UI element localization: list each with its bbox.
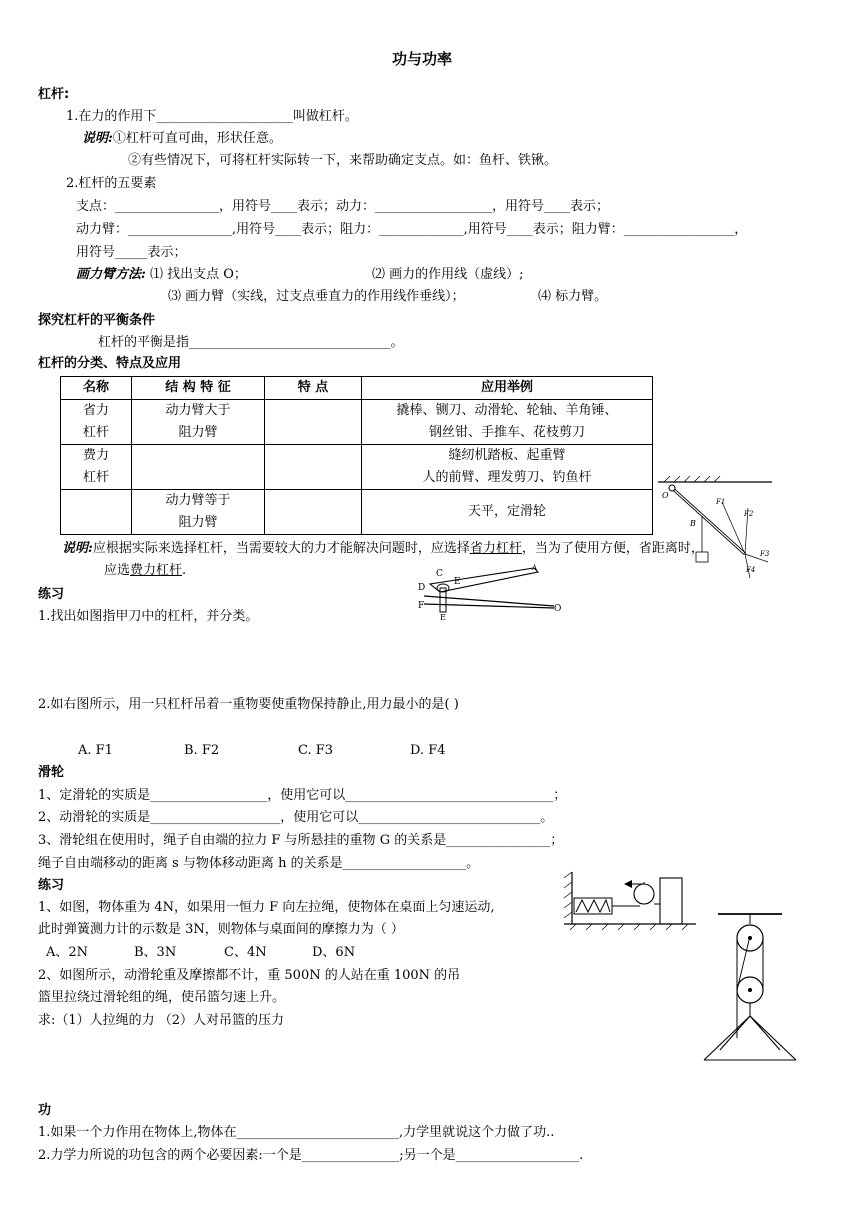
practice1-q2: 2.如右图所示，用一只杠杆吊着一重物要使重物保持静止,用力最小的是( ) [38, 697, 459, 712]
cell-feature [265, 490, 362, 535]
figure-label: O [662, 491, 669, 500]
table-row [61, 445, 653, 490]
draw-arm-label: 画力臂方法: [76, 267, 146, 282]
cell-text: 动力臂等于 [165, 493, 231, 508]
table-header: 应用举例 [362, 377, 653, 400]
balance-text: 杠杆的平衡是指_______________________________。 [98, 335, 404, 350]
practice2-option-d: D、6N [312, 945, 356, 960]
classify-note-label: 说明: [62, 541, 93, 556]
cell-text: 人的前臂、理发剪刀、钓鱼杆 [422, 470, 592, 485]
clip-label: O [554, 604, 562, 614]
lever-definition: 1.在力的作用下_____________________叫做杠杆。 [66, 109, 358, 124]
lever-force-figure [650, 474, 780, 584]
table-row [61, 490, 653, 535]
nail-clipper-figure [416, 562, 566, 622]
classify-note-e: 费力杠杆 [130, 563, 183, 578]
lever-heading: 杠杆: [38, 87, 70, 102]
practice2-option-b: B、3N [134, 945, 177, 960]
clip-label: A [532, 564, 538, 572]
clip-label: C [436, 569, 443, 579]
lever-table [60, 376, 653, 535]
clip-label: D [418, 583, 426, 593]
note-1: ①杠杆可直可曲，形状任意。 [112, 131, 282, 146]
pulley-basket-figure [700, 906, 800, 1064]
pulley-line-2: 2、动滑轮的实质是____________________，使用它可以____________________________。 [38, 810, 554, 825]
balance-heading: 探究杠杆的平衡条件 [38, 313, 156, 328]
figure-label: F3 [760, 550, 770, 558]
option-c: C. F3 [298, 743, 334, 758]
cell-text: 杠杆 [82, 425, 109, 440]
cell-text: 动力臂大于 [165, 403, 231, 418]
option-d: D. F4 [410, 743, 446, 758]
table-header: 特 点 [265, 377, 362, 400]
cell-text: 缝纫机踏板、起重臂 [448, 448, 566, 463]
cell-text: 阻力臂 [178, 515, 218, 530]
figure-label: F4 [746, 566, 756, 574]
practice2-q1a: 1、如图，物体重为 4N，如果用一恒力 F 向左拉绳，使物体在桌面上匀速运动, [38, 900, 495, 915]
practice2-q1b: 此时弹簧测力计的示数是 3N，则物体与桌面间的摩擦力为（ ） [38, 922, 404, 937]
table-header: 结 构 特 征 [132, 377, 265, 400]
figure-label: B [690, 519, 696, 528]
cell-text: 天平，定滑轮 [362, 490, 653, 535]
draw-step-1: ⑴ 找出支点 O； [149, 267, 247, 282]
option-b: B. F2 [184, 743, 220, 758]
work-line-1: 1.如果一个力作用在物体上,物体在_________________________,力学里就说这个力做了功.. [38, 1125, 555, 1140]
cell-text: 杠杆 [82, 470, 109, 485]
table-header-row [61, 377, 653, 400]
classify-note-b: 省力杠杆 [469, 541, 522, 556]
draw-step-3: ⑶ 画力臂（实线，过支点垂直力的作用线作垂线）； [168, 289, 465, 304]
table-header: 名称 [61, 377, 132, 400]
practice2-option-a: A、2N [46, 945, 89, 960]
figure-label: F2 [744, 510, 754, 518]
spring-pulley-figure [560, 868, 700, 932]
practice2-q2b: 篮里拉绕过滑轮组的绳，使吊篮匀速上升。 [38, 990, 286, 1005]
cell-text: 费力 [82, 448, 109, 463]
pulley-heading: 滑轮 [38, 765, 65, 780]
classify-note-f: . [182, 563, 187, 578]
practice2-q2c: 求:（1）人拉绳的力 （2）人对吊篮的压力 [38, 1013, 285, 1028]
cell-text: 撬棒、铡刀、动滑轮、轮轴、羊角锤、 [396, 403, 618, 418]
five-elements-line-2: 动力臂：________________,用符号____表示；阻力：_____________,用符号____表示；阻力臂：_________________， [76, 222, 748, 237]
pulley-line-1: 1、定滑轮的实质是__________________，使用它可以________________________________； [38, 788, 567, 803]
classify-note-c: ，当为了使用方便，省距离时， [521, 541, 704, 556]
five-elements-title: 2.杠杆的五要素 [66, 176, 157, 191]
practice2-option-c: C、4N [224, 945, 267, 960]
clip-label: F [418, 601, 425, 611]
pulley-line-4: 绳子自由端移动的距离 s 与物体移动距离 h 的关系是___________________。 [38, 856, 480, 871]
note-2: ②有些情况下，可将杠杆实际转一下，来帮助确定支点。如：鱼杆、铁锹。 [128, 153, 558, 168]
draw-step-4: ⑷ 标力臂。 [538, 289, 608, 304]
five-elements-line-1: 支点：________________，用符号____表示；动力：__________________，用符号____表示； [76, 199, 610, 214]
option-a: A. F1 [78, 743, 113, 758]
pulley-line-3: 3、滑轮组在使用时，绳子自由端的拉力 F 与所悬挂的重物 G 的关系是________________； [38, 833, 564, 848]
work-line-2: 2.力学力所说的功包含的两个必要因素:一个是_______________;另一个是___________________. [38, 1148, 584, 1163]
draw-step-2: ⑵ 画力的作用线（虚线）; [372, 267, 524, 282]
practice1-q1: 1.找出如图指甲刀中的杠杆，并分类。 [38, 609, 259, 624]
figure-label: F1 [716, 498, 726, 506]
clip-label: E [454, 577, 461, 587]
practice2-q2a: 2、如图所示，动滑轮重及摩擦都不计，重 500N 的人站在重 100N 的吊 [38, 968, 461, 983]
page-title: 功与功率 [392, 50, 453, 68]
cell-feature [265, 400, 362, 445]
classify-note-a: 应根据实际来选择杠杆，当需要较大的力才能解决问题时，应选择 [92, 541, 470, 556]
practice1-heading: 练习 [38, 587, 65, 602]
cell-text: 省力 [82, 403, 109, 418]
classify-note-d: 应选 [104, 563, 131, 578]
cell-text: 阻力臂 [178, 425, 218, 440]
table-row [61, 400, 653, 445]
five-elements-line-3: 用符号_____表示； [76, 245, 187, 260]
note-label: 说明: [82, 131, 113, 146]
work-heading: 功 [38, 1103, 52, 1118]
classify-heading: 杠杆的分类、特点及应用 [38, 356, 182, 371]
cell-feature [265, 445, 362, 490]
cell-text: 钢丝钳、手推车、花枝剪刀 [428, 425, 585, 440]
clip-label: E [440, 613, 446, 622]
practice2-heading: 练习 [38, 878, 65, 893]
